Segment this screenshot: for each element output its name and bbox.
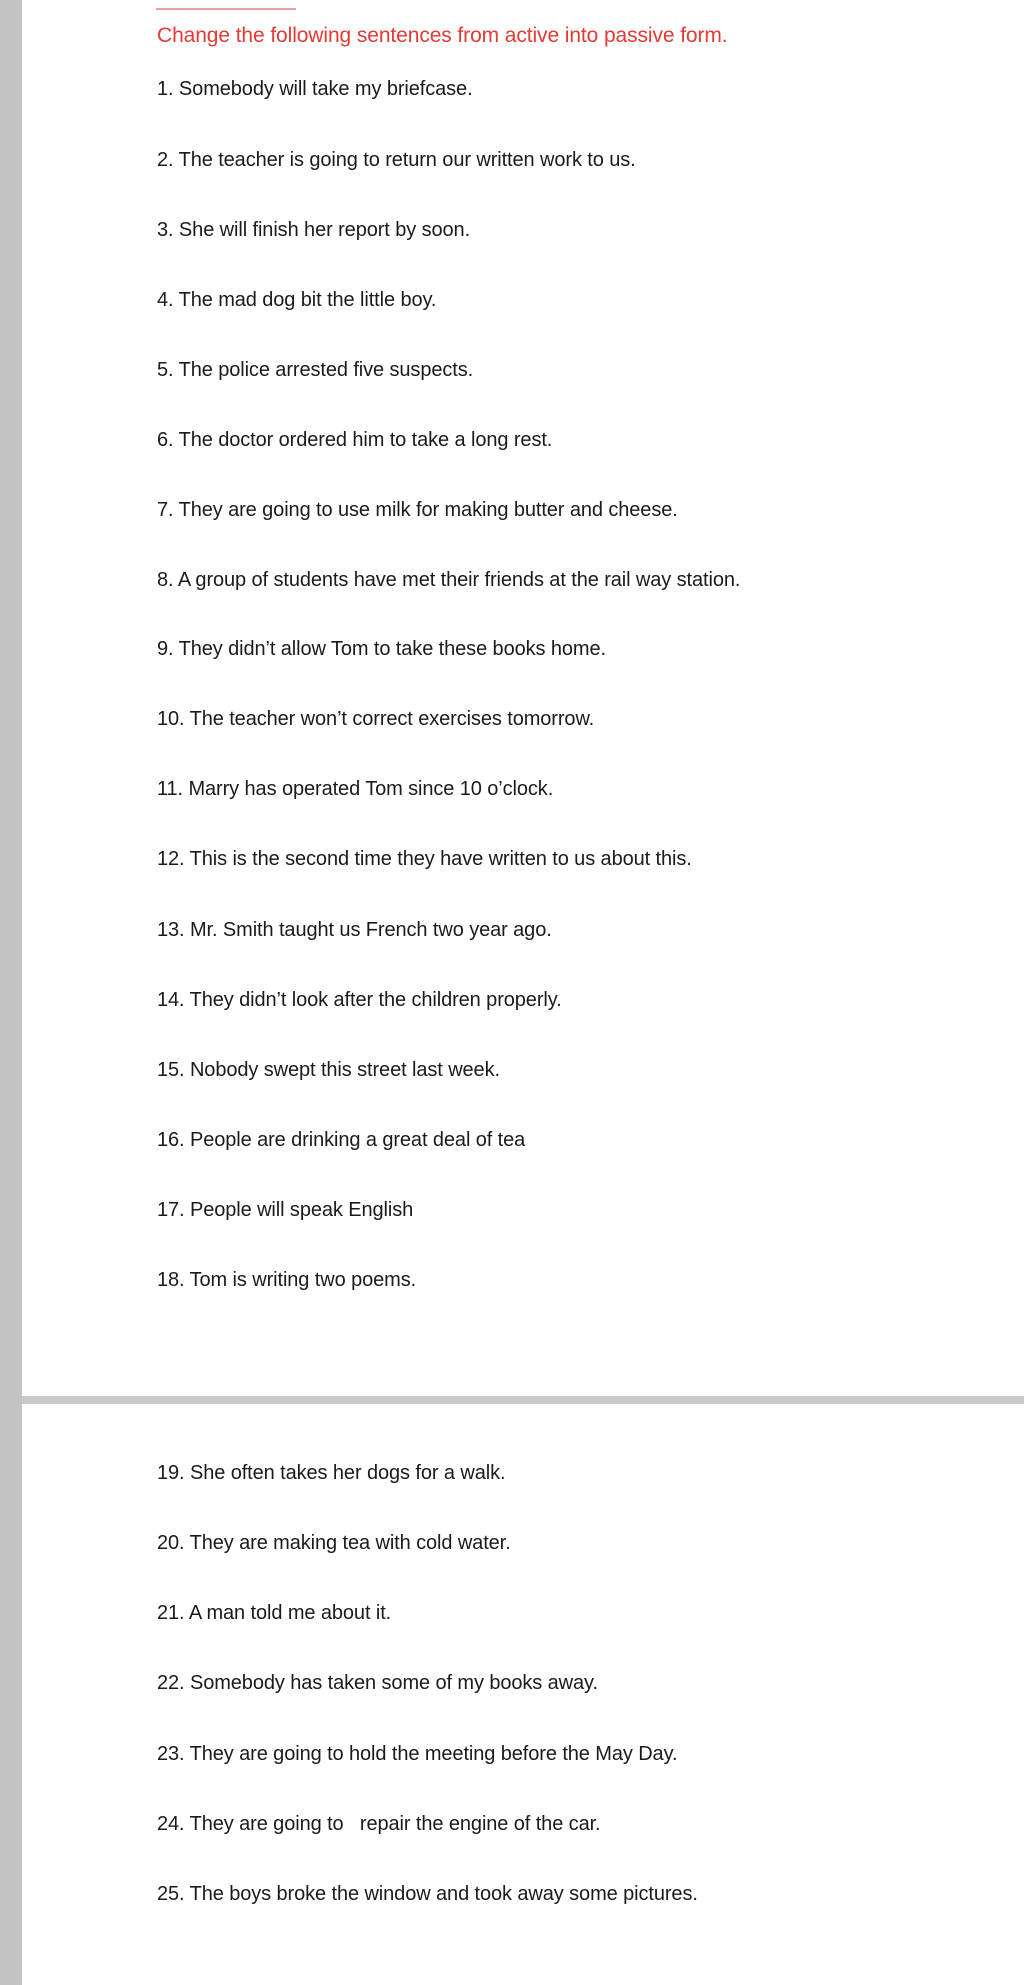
sentence-24: 24. They are going to repair the engine of the car.	[157, 1813, 601, 1835]
sentence-20: 20. They are making tea with cold water.	[157, 1532, 511, 1554]
exercise-instruction: Change the following sentences from active into passive form.	[157, 24, 728, 47]
sentence-12: 12. This is the second time they have written to us about this.	[157, 848, 692, 870]
sentence-2: 2. The teacher is going to return our written work to us.	[157, 149, 636, 171]
sentence-18: 18. Tom is writing two poems.	[157, 1269, 417, 1291]
sentence-4: 4. The mad dog bit the little boy.	[157, 289, 437, 311]
top-rule	[156, 8, 296, 10]
sentence-11: 11. Marry has operated Tom since 10 o’clock.	[157, 778, 554, 800]
sentence-16: 16. People are drinking a great deal of tea	[157, 1129, 526, 1151]
left-gutter	[0, 0, 22, 1985]
sentence-21: 21. A man told me about it.	[157, 1602, 392, 1624]
sentence-8: 8. A group of students have met their friends at the rail way station.	[157, 569, 741, 591]
sentence-19: 19. She often takes her dogs for a walk.	[157, 1462, 506, 1484]
sentence-3: 3. She will finish her report by soon.	[157, 219, 471, 241]
sentence-6: 6. The doctor ordered him to take a long rest.	[157, 429, 553, 451]
sentence-9: 9. They didn’t allow Tom to take these books home.	[157, 638, 606, 660]
sentence-10: 10. The teacher won’t correct exercises tomorrow.	[157, 708, 595, 730]
sentence-25: 25. The boys broke the window and took away some pictures.	[157, 1883, 698, 1905]
sentence-22: 22. Somebody has taken some of my books away.	[157, 1672, 598, 1694]
sentence-14: 14. They didn’t look after the children properly.	[157, 989, 562, 1011]
sentence-7: 7. They are going to use milk for making butter and cheese.	[157, 499, 678, 521]
sentence-17: 17. People will speak English	[157, 1199, 414, 1221]
sentence-23: 23. They are going to hold the meeting before the May Day.	[157, 1743, 678, 1765]
sentence-13: 13. Mr. Smith taught us French two year ago.	[157, 919, 552, 941]
page-break-divider	[22, 1396, 1024, 1404]
sentence-15: 15. Nobody swept this street last week.	[157, 1059, 500, 1081]
sentence-1: 1. Somebody will take my briefcase.	[157, 78, 473, 100]
sentence-5: 5. The police arrested five suspects.	[157, 359, 474, 381]
